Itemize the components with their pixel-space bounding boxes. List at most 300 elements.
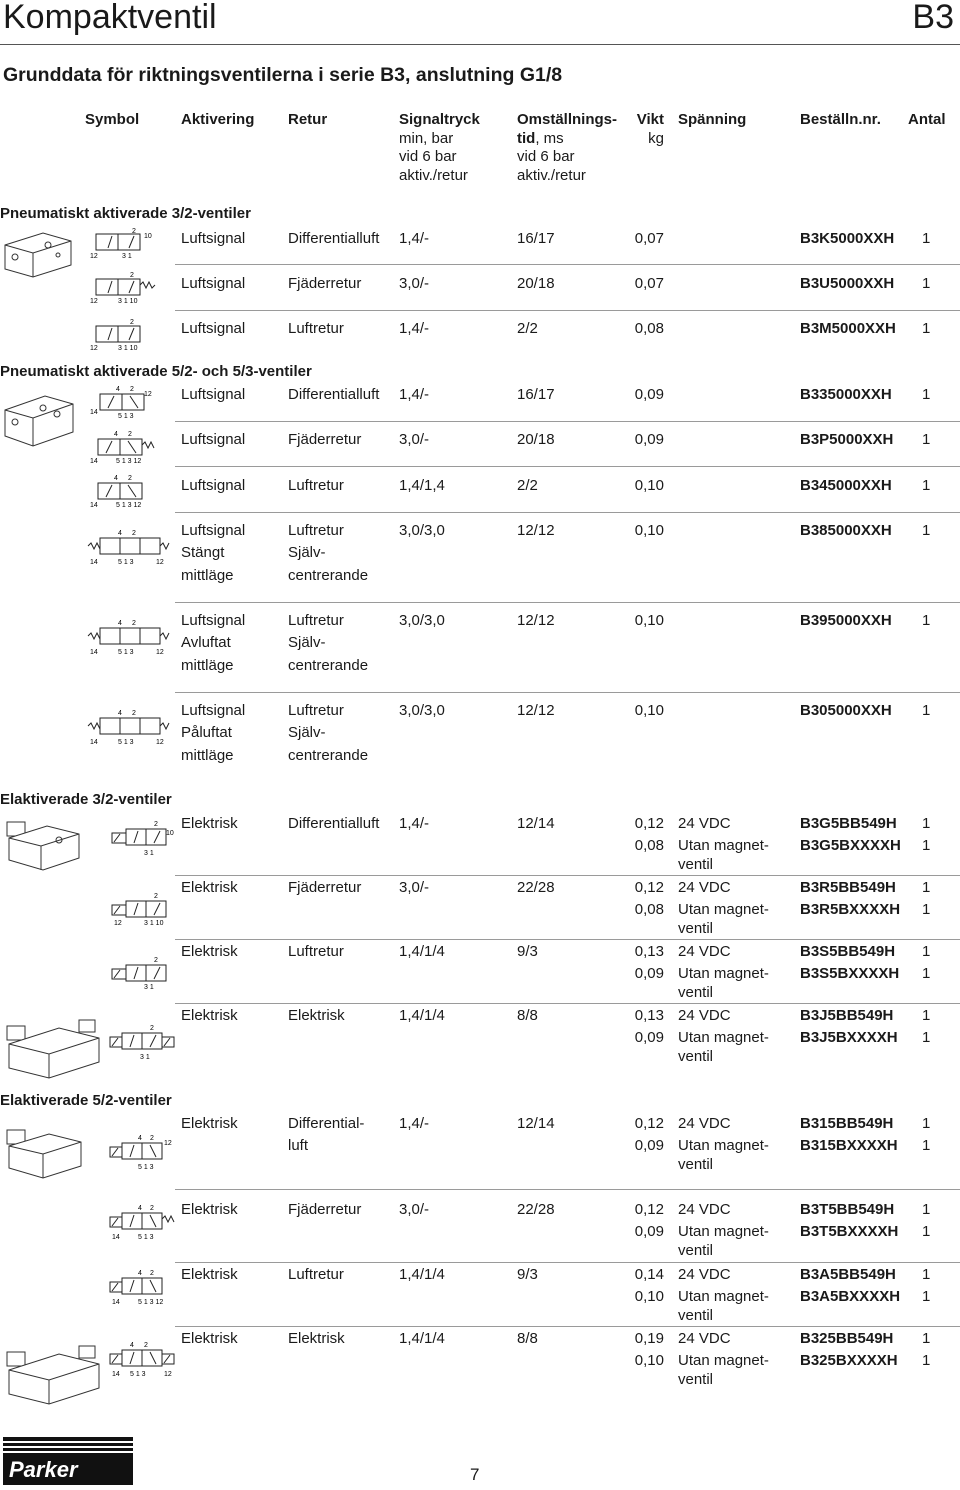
valve-symbol-icon [86, 228, 156, 260]
solenoid-valve-symbol-icon [108, 1019, 180, 1069]
antal: 1 [922, 837, 931, 854]
valve-symbol-icon [86, 708, 170, 748]
omstallningstid: 22/28 [517, 879, 555, 896]
svg-text:5 1 3 12: 5 1 3 12 [116, 458, 142, 465]
signaltryck: 1,4/1/4 [399, 1330, 445, 1347]
bestallnr: B315BB549H [800, 1115, 894, 1132]
svg-text:2: 2 [144, 1342, 148, 1349]
svg-text:2: 2 [130, 319, 134, 326]
omstallningstid: 16/17 [517, 230, 555, 247]
bestallnr: B3T5BXXXXH [800, 1223, 899, 1240]
vikt: 0,09 [634, 431, 664, 448]
bestallnr: B3S5BB549H [800, 943, 896, 960]
retur: Differentialluft [288, 230, 380, 247]
solenoid-valve-symbol-icon [108, 1199, 180, 1243]
spanning: Utan magnet- [678, 901, 769, 918]
bestallnr: B3R5BB549H [800, 879, 896, 896]
svg-text:4: 4 [118, 710, 122, 717]
spanning-line2: ventil [678, 1371, 714, 1388]
aktivering: Elektrisk [181, 1266, 238, 1283]
svg-text:12: 12 [90, 345, 98, 352]
bestallnr: B3J5BB549H [800, 1007, 894, 1024]
vikt: 0,09 [634, 1029, 664, 1046]
svg-text:10: 10 [166, 830, 174, 837]
antal: 1 [922, 386, 931, 403]
antal: 1 [922, 1330, 931, 1347]
signaltryck: 3,0/- [399, 275, 430, 292]
valve-product-image [3, 1120, 85, 1182]
antal: 1 [922, 1137, 931, 1154]
retur: Luftretur [288, 477, 344, 494]
svg-text:5 1 3: 5 1 3 [118, 649, 134, 656]
vikt: 0,12 [634, 1201, 664, 1218]
svg-text:5 1 3: 5 1 3 [118, 413, 134, 420]
retur: Fjäderretur [288, 879, 362, 896]
col-spanning: Spänning [678, 111, 747, 128]
antal: 1 [922, 1223, 931, 1240]
svg-text:5 1 3: 5 1 3 [118, 559, 134, 566]
svg-text:5 1 3: 5 1 3 [138, 1234, 154, 1241]
vikt: 0,08 [634, 901, 664, 918]
parker-logo [3, 1437, 133, 1485]
svg-text:12: 12 [156, 739, 164, 746]
antal: 1 [922, 1201, 931, 1218]
omstallningstid: 12/12 [517, 702, 555, 719]
spanning-line2: ventil [678, 1242, 714, 1259]
svg-text:2: 2 [154, 957, 158, 964]
row-divider [175, 1189, 960, 1190]
svg-text:2: 2 [130, 386, 134, 393]
retur-line3: centrerande [288, 567, 369, 584]
aktivering: Luftsignal [181, 522, 246, 539]
retur: Fjäderretur [288, 1201, 362, 1218]
vikt: 0,13 [634, 943, 664, 960]
aktivering-line3: mittläge [181, 567, 234, 584]
vikt: 0,10 [634, 1288, 664, 1305]
vikt: 0,10 [634, 522, 664, 539]
retur-line2: luft [288, 1137, 309, 1154]
valve-symbol-icon [86, 618, 170, 658]
signaltryck: 3,0/- [399, 879, 430, 896]
spanning-line2: ventil [678, 1307, 714, 1324]
spanning: 24 VDC [678, 1330, 731, 1347]
retur-line3: centrerande [288, 747, 369, 764]
row-divider [175, 512, 960, 513]
omstallningstid: 8/8 [517, 1330, 538, 1347]
aktivering: Luftsignal [181, 477, 246, 494]
retur: Fjäderretur [288, 431, 362, 448]
svg-text:12: 12 [164, 1140, 172, 1147]
antal: 1 [922, 702, 931, 719]
svg-text:14: 14 [112, 1234, 120, 1241]
retur-line2: Själv- [288, 634, 326, 651]
section-heading: Elaktiverade 5/2-ventiler [0, 1092, 172, 1109]
section-heading: Pneumatiskt aktiverade 5/2- och 5/3-ventiler [0, 363, 312, 380]
bestallnr: B3G5BXXXXH [800, 837, 901, 854]
svg-text:3 1: 3 1 [144, 850, 154, 857]
row-divider [175, 264, 960, 265]
omstallningstid: 12/12 [517, 522, 555, 539]
svg-text:12: 12 [164, 1371, 172, 1378]
omstallningstid: 20/18 [517, 275, 555, 292]
signaltryck: 1,4/- [399, 1115, 430, 1132]
spanning-line2: ventil [678, 920, 714, 937]
section-heading: Pneumatiskt aktiverade 3/2-ventiler [0, 205, 251, 222]
antal: 1 [922, 1029, 931, 1046]
bestallnr: B385000XXH [800, 522, 892, 539]
vikt: 0,12 [634, 815, 664, 832]
bestallnr: B325BXXXXH [800, 1352, 898, 1369]
spanning: Utan magnet- [678, 1223, 769, 1240]
omstallningstid: 9/3 [517, 943, 538, 960]
retur: Luftretur [288, 522, 344, 539]
omstallningstid: 20/18 [517, 431, 555, 448]
valve-product-image [3, 388, 75, 448]
svg-text:4: 4 [114, 475, 118, 482]
bestallnr: B3S5BXXXXH [800, 965, 900, 982]
antal: 1 [922, 1266, 931, 1283]
bestallnr: B325BB549H [800, 1330, 894, 1347]
bestallnr: B345000XXH [800, 477, 892, 494]
spanning: 24 VDC [678, 1007, 731, 1024]
section-heading: Elaktiverade 3/2-ventiler [0, 791, 172, 808]
bestallnr: B335000XXH [800, 386, 892, 403]
vikt: 0,13 [634, 1007, 664, 1024]
valve-product-image [3, 1336, 103, 1408]
svg-text:3 1: 3 1 [144, 984, 154, 991]
svg-text:2: 2 [128, 431, 132, 438]
antal: 1 [922, 1115, 931, 1132]
svg-text:2: 2 [132, 530, 136, 537]
antal: 1 [922, 815, 931, 832]
svg-text:2: 2 [132, 620, 136, 627]
svg-text:5 1 3: 5 1 3 [130, 1371, 146, 1378]
row-divider [175, 421, 960, 422]
retur: Luftretur [288, 1266, 344, 1283]
signaltryck: 1,4/1,4 [399, 477, 445, 494]
svg-text:2: 2 [150, 1025, 154, 1032]
svg-text:14: 14 [90, 559, 98, 566]
spanning-line2: ventil [678, 1156, 714, 1173]
aktivering: Luftsignal [181, 275, 246, 292]
antal: 1 [922, 1352, 931, 1369]
spanning: 24 VDC [678, 1201, 731, 1218]
svg-text:14: 14 [90, 502, 98, 509]
valve-product-image [3, 1010, 103, 1082]
retur: Differentialluft [288, 815, 380, 832]
svg-text:4: 4 [114, 431, 118, 438]
col-signaltryck: Signaltryck min, bar vid 6 bar aktiv./retur [399, 111, 480, 184]
spanning: 24 VDC [678, 1115, 731, 1132]
antal: 1 [922, 1288, 931, 1305]
spanning: Utan magnet- [678, 1137, 769, 1154]
vikt: 0,10 [634, 477, 664, 494]
solenoid-valve-symbol-icon [108, 1129, 180, 1173]
aktivering-line3: mittläge [181, 747, 234, 764]
aktivering: Elektrisk [181, 943, 238, 960]
aktivering: Elektrisk [181, 879, 238, 896]
row-divider [175, 875, 960, 876]
svg-text:14: 14 [90, 458, 98, 465]
solenoid-valve-symbol-icon [108, 1336, 184, 1382]
bestallnr: B3M5000XXH [800, 320, 896, 337]
bestallnr: B3G5BB549H [800, 815, 897, 832]
antal: 1 [922, 965, 931, 982]
retur-line2: Själv- [288, 724, 326, 741]
logo-text: Parker [9, 1457, 78, 1482]
signaltryck: 1,4/1/4 [399, 1266, 445, 1283]
aktivering: Luftsignal [181, 612, 246, 629]
bestallnr: B3U5000XXH [800, 275, 895, 292]
aktivering: Luftsignal [181, 386, 246, 403]
antal: 1 [922, 612, 931, 629]
vikt: 0,14 [634, 1266, 664, 1283]
svg-text:2: 2 [154, 821, 158, 828]
valve-product-image [3, 225, 73, 280]
retur: Differentialluft [288, 386, 380, 403]
omstallningstid: 12/12 [517, 612, 555, 629]
omstallningstid: 16/17 [517, 386, 555, 403]
retur-line3: centrerande [288, 657, 369, 674]
solenoid-valve-symbol-icon [108, 887, 180, 931]
retur: Luftretur [288, 702, 344, 719]
row-divider [175, 939, 960, 940]
valve-symbol-icon [86, 271, 156, 305]
svg-text:2: 2 [132, 228, 136, 235]
svg-text:5 1 3 12: 5 1 3 12 [116, 502, 142, 509]
row-divider [175, 466, 960, 467]
aktivering-line3: mittläge [181, 657, 234, 674]
vikt: 0,10 [634, 612, 664, 629]
col-retur: Retur [288, 111, 328, 128]
svg-text:2: 2 [154, 893, 158, 900]
aktivering: Luftsignal [181, 320, 246, 337]
vikt: 0,08 [634, 320, 664, 337]
svg-text:12: 12 [90, 253, 98, 260]
svg-text:4: 4 [138, 1270, 142, 1277]
svg-text:3 1 10: 3 1 10 [118, 345, 138, 352]
svg-text:3 1 10: 3 1 10 [144, 920, 164, 927]
spanning: Utan magnet- [678, 1288, 769, 1305]
col-symbol: Symbol [85, 111, 140, 128]
aktivering: Elektrisk [181, 1201, 238, 1218]
antal: 1 [922, 431, 931, 448]
aktivering: Luftsignal [181, 702, 246, 719]
valve-symbol-icon [86, 429, 158, 465]
spanning-line2: ventil [678, 856, 714, 873]
solenoid-valve-symbol-icon [108, 815, 178, 859]
omstallningstid: 12/14 [517, 815, 555, 832]
aktivering: Luftsignal [181, 431, 246, 448]
retur: Luftretur [288, 612, 344, 629]
vikt: 0,08 [634, 837, 664, 854]
svg-text:5 1 3 12: 5 1 3 12 [138, 1299, 164, 1306]
signaltryck: 1,4/- [399, 815, 430, 832]
svg-text:2: 2 [130, 272, 134, 279]
spanning: 24 VDC [678, 1266, 731, 1283]
svg-text:14: 14 [112, 1299, 120, 1306]
col-omstallningstid: Omställnings- tid, ms vid 6 bar aktiv./retur [517, 111, 618, 184]
row-divider [175, 1262, 960, 1263]
valve-symbol-icon [86, 473, 158, 509]
signaltryck: 3,0/3,0 [399, 522, 445, 539]
valve-symbol-icon [86, 528, 170, 568]
spanning: Utan magnet- [678, 837, 769, 854]
aktivering: Elektrisk [181, 1330, 238, 1347]
svg-text:2: 2 [150, 1135, 154, 1142]
signaltryck: 3,0/- [399, 1201, 430, 1218]
vikt: 0,09 [634, 386, 664, 403]
svg-text:3 1: 3 1 [140, 1054, 150, 1061]
svg-text:14: 14 [90, 739, 98, 746]
omstallningstid: 22/28 [517, 1201, 555, 1218]
bestallnr: B305000XXH [800, 702, 892, 719]
antal: 1 [922, 1007, 931, 1024]
col-aktivering: Aktivering [181, 111, 255, 128]
svg-text:12: 12 [114, 920, 122, 927]
omstallningstid: 2/2 [517, 477, 538, 494]
signaltryck: 3,0/3,0 [399, 612, 445, 629]
retur: Luftretur [288, 943, 344, 960]
bestallnr: B3A5BXXXXH [800, 1288, 901, 1305]
vikt: 0,10 [634, 1352, 664, 1369]
vikt: 0,10 [634, 702, 664, 719]
omstallningstid: 9/3 [517, 1266, 538, 1283]
antal: 1 [922, 943, 931, 960]
bestallnr: B395000XXH [800, 612, 892, 629]
spanning: Utan magnet- [678, 965, 769, 982]
aktivering-line2: Stängt [181, 544, 225, 561]
page-number: 7 [470, 1465, 480, 1484]
aktivering: Elektrisk [181, 815, 238, 832]
row-divider [175, 310, 960, 311]
antal: 1 [922, 275, 931, 292]
valve-symbol-icon [86, 384, 158, 420]
svg-text:12: 12 [144, 391, 152, 398]
vikt: 0,09 [634, 1137, 664, 1154]
vikt: 0,12 [634, 879, 664, 896]
bestallnr: B3T5BB549H [800, 1201, 895, 1218]
bestallnr: B315BXXXXH [800, 1137, 898, 1154]
aktivering-line2: Påluftat [181, 724, 232, 741]
row-divider [175, 602, 960, 603]
spanning-line2: ventil [678, 1048, 714, 1065]
spanning: Utan magnet- [678, 1029, 769, 1046]
svg-text:4: 4 [116, 386, 120, 393]
antal: 1 [922, 522, 931, 539]
svg-text:5 1 3: 5 1 3 [118, 739, 134, 746]
vikt: 0,07 [634, 230, 664, 247]
valve-product-image [3, 812, 83, 872]
svg-text:2: 2 [150, 1205, 154, 1212]
bestallnr: B3A5BB549H [800, 1266, 896, 1283]
solenoid-valve-symbol-icon [108, 951, 180, 995]
svg-text:12: 12 [90, 298, 98, 305]
svg-text:4: 4 [130, 1342, 134, 1349]
aktivering: Elektrisk [181, 1007, 238, 1024]
spanning-line2: ventil [678, 984, 714, 1001]
svg-text:2: 2 [150, 1270, 154, 1277]
spanning: Utan magnet- [678, 1352, 769, 1369]
omstallningstid: 12/14 [517, 1115, 555, 1132]
bestallnr: B3J5BXXXXH [800, 1029, 898, 1046]
vikt: 0,09 [634, 965, 664, 982]
svg-text:4: 4 [118, 620, 122, 627]
omstallningstid: 2/2 [517, 320, 538, 337]
bestallnr: B3P5000XXH [800, 431, 894, 448]
svg-text:4: 4 [138, 1205, 142, 1212]
aktivering-line2: Avluftat [181, 634, 231, 651]
svg-text:3 1: 3 1 [122, 253, 132, 260]
antal: 1 [922, 320, 931, 337]
svg-text:10: 10 [144, 233, 152, 240]
vikt: 0,12 [634, 1115, 664, 1132]
aktivering: Elektrisk [181, 1115, 238, 1132]
retur-line2: Själv- [288, 544, 326, 561]
retur: Fjäderretur [288, 275, 362, 292]
bestallnr: B3R5BXXXXH [800, 901, 901, 918]
row-divider [175, 692, 960, 693]
svg-text:5 1 3: 5 1 3 [138, 1164, 154, 1171]
bestallnr: B3K5000XXH [800, 230, 895, 247]
signaltryck: 3,0/3,0 [399, 702, 445, 719]
retur: Luftretur [288, 320, 344, 337]
svg-text:12: 12 [156, 559, 164, 566]
page-header [0, 0, 960, 45]
spanning: 24 VDC [678, 943, 731, 960]
valve-symbol-icon [86, 318, 156, 352]
antal: 1 [922, 901, 931, 918]
retur: Elektrisk [288, 1330, 345, 1347]
col-vikt: Vikt kg [636, 111, 664, 147]
signaltryck: 1,4/1/4 [399, 943, 445, 960]
row-divider [175, 1003, 960, 1004]
col-bestallnr: Beställn.nr. [800, 111, 881, 128]
svg-text:3 1 10: 3 1 10 [118, 298, 138, 305]
svg-text:4: 4 [118, 530, 122, 537]
antal: 1 [922, 879, 931, 896]
svg-text:14: 14 [112, 1371, 120, 1378]
series-label: B3 [912, 0, 954, 36]
signaltryck: 1,4/1/4 [399, 1007, 445, 1024]
svg-text:4: 4 [138, 1135, 142, 1142]
row-divider [175, 1326, 960, 1327]
antal: 1 [922, 477, 931, 494]
section-subtitle: Grunddata för riktningsventilerna i serie B3, anslutning G1/8 [3, 64, 563, 86]
signaltryck: 1,4/- [399, 386, 430, 403]
vikt: 0,09 [634, 1223, 664, 1240]
svg-text:2: 2 [132, 710, 136, 717]
signaltryck: 3,0/- [399, 431, 430, 448]
spanning: 24 VDC [678, 879, 731, 896]
retur: Elektrisk [288, 1007, 345, 1024]
page-title: Kompaktventil [3, 0, 217, 36]
col-antal: Antal [908, 111, 946, 128]
aktivering: Luftsignal [181, 230, 246, 247]
svg-text:14: 14 [90, 649, 98, 656]
omstallningstid: 8/8 [517, 1007, 538, 1024]
vikt: 0,19 [634, 1330, 664, 1347]
solenoid-valve-symbol-icon [108, 1264, 180, 1308]
signaltryck: 1,4/- [399, 230, 430, 247]
spanning: 24 VDC [678, 815, 731, 832]
vikt: 0,07 [634, 275, 664, 292]
signaltryck: 1,4/- [399, 320, 430, 337]
svg-text:14: 14 [90, 409, 98, 416]
svg-text:12: 12 [156, 649, 164, 656]
svg-text:2: 2 [128, 475, 132, 482]
antal: 1 [922, 230, 931, 247]
